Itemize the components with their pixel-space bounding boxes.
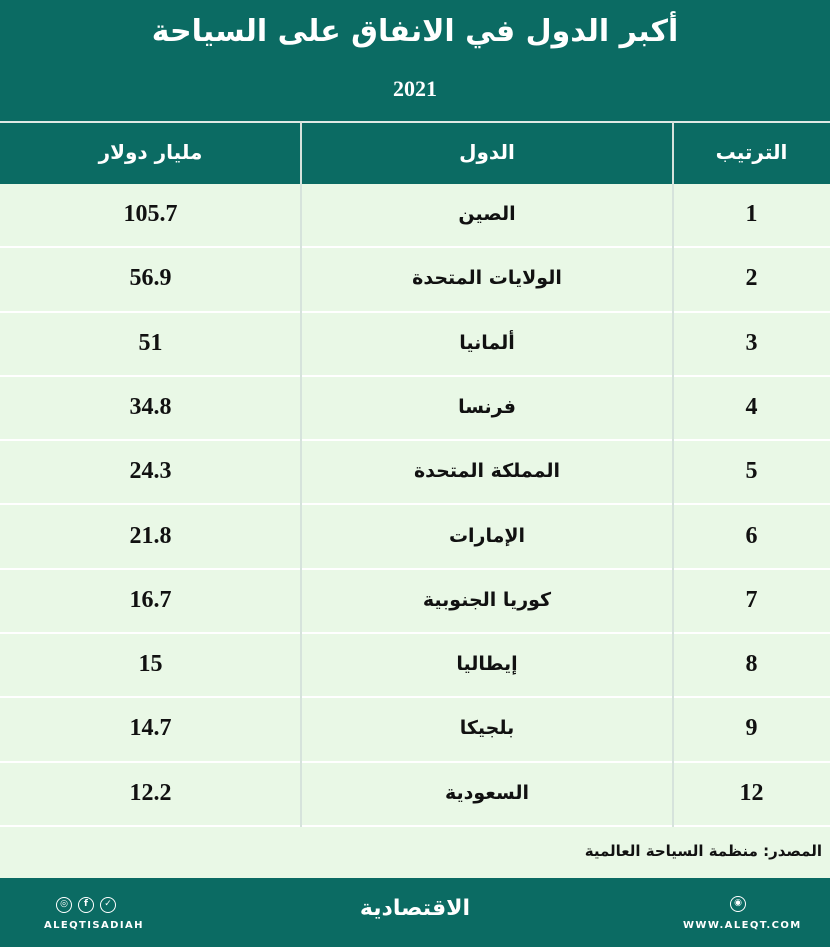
table-row <box>0 570 830 634</box>
cell-value: 51 <box>138 329 163 356</box>
cell-country: المملكة المتحدة <box>413 460 561 483</box>
cell-country: السعودية <box>444 781 530 804</box>
cell-rank: 7 <box>745 586 758 613</box>
header-country: الدول <box>459 140 515 164</box>
social-handle: ALEQTISADIAH <box>44 920 144 931</box>
header-value: مليار دولار <box>98 140 203 164</box>
cell-rank: 3 <box>745 329 758 356</box>
table-row <box>0 441 830 505</box>
instagram-icon: ◎ <box>56 897 72 913</box>
cell-country: بلجيكا <box>459 717 515 740</box>
cell-value: 105.7 <box>123 201 178 227</box>
cell-rank: 12 <box>739 779 764 806</box>
cell-country: فرنسا <box>458 395 516 418</box>
cell-value: 21.8 <box>129 522 172 549</box>
cell-value: 15 <box>138 651 163 678</box>
cell-country: كوريا الجنوبية <box>422 588 552 611</box>
cell-value: 16.7 <box>129 586 172 613</box>
cell-rank: 5 <box>745 458 758 485</box>
table-row <box>0 763 830 827</box>
cell-rank: 1 <box>745 201 758 227</box>
cell-rank: 4 <box>745 393 758 420</box>
twitter-icon: ✓ <box>100 897 116 913</box>
footer <box>0 878 830 947</box>
column-divider <box>300 121 302 827</box>
cell-value: 12.2 <box>129 779 172 806</box>
chart-title: أكبر الدول في الانفاق على السياحة <box>151 14 679 49</box>
cell-country: الصين <box>458 203 516 225</box>
table-body <box>0 184 830 827</box>
cell-value: 56.9 <box>129 265 172 292</box>
table-row <box>0 248 830 312</box>
title-bar <box>0 0 830 121</box>
globe-icon: ◉ <box>730 896 746 912</box>
table-row <box>0 506 830 570</box>
table-row <box>0 184 830 248</box>
table-row <box>0 634 830 698</box>
chart-subtitle: 2021 <box>393 76 437 101</box>
cell-country: الولايات المتحدة <box>412 267 562 290</box>
cell-value: 24.3 <box>129 458 172 485</box>
cell-rank: 8 <box>745 651 758 678</box>
cell-rank: 2 <box>745 265 758 292</box>
website-url: WWW.ALEQT.COM <box>683 920 802 931</box>
cell-country: الإمارات <box>448 524 526 547</box>
cell-value: 34.8 <box>129 393 172 420</box>
cell-rank: 9 <box>745 715 758 742</box>
cell-country: ألمانيا <box>459 331 515 354</box>
table-row <box>0 377 830 441</box>
header-rank: الترتيب <box>715 140 788 164</box>
cell-rank: 6 <box>745 522 758 549</box>
cell-country: إيطاليا <box>456 653 518 676</box>
cell-value: 14.7 <box>129 715 172 742</box>
table-row <box>0 313 830 377</box>
facebook-icon: f <box>78 897 94 913</box>
brand-logo: الاقتصادية <box>359 896 471 921</box>
table-row <box>0 698 830 762</box>
source-note: المصدر: منظمة السياحة العالمية <box>584 842 822 860</box>
table-header <box>0 121 830 184</box>
column-divider <box>672 121 674 827</box>
